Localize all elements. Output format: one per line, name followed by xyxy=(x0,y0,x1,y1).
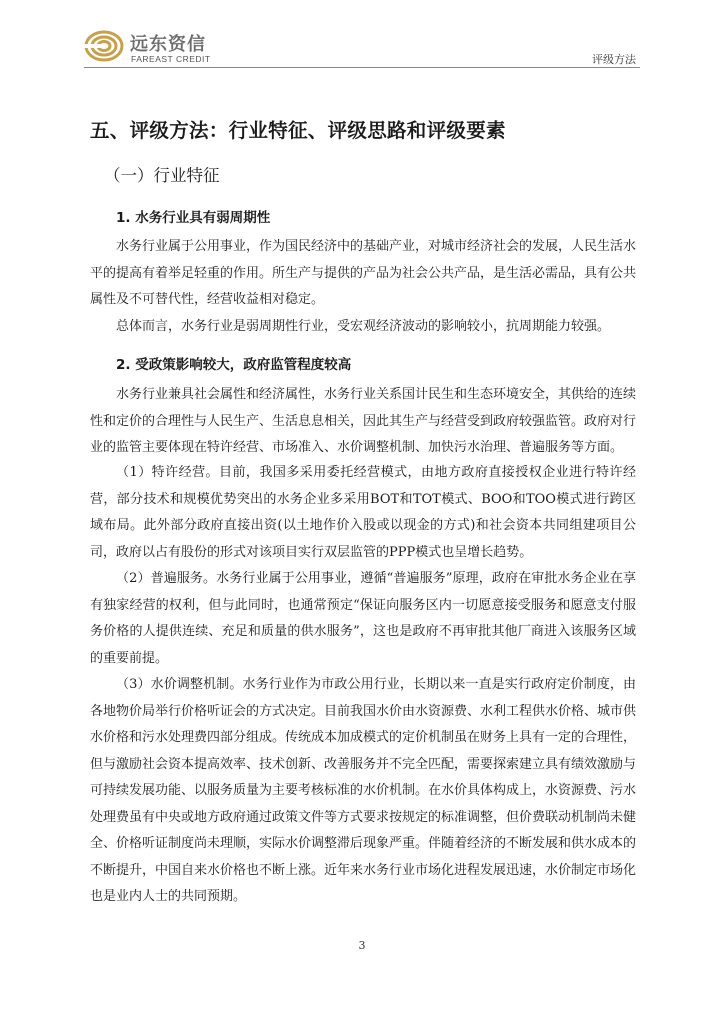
paragraph-water-price: （3）水价调整机制。水务行业作为市政公用行业，长期以来一直是实行政府定价制度，由各地物价局举行价格听证会的方式决定。目前我国水价由水资源费、水利工程供水价格、城市供水价格和污水处理费四部分组成。传统成本加成模式的定价机制虽在财务上具有一定的合理性，但与激励社会资本提高效率、技术创新、改善服务并不完全匹配，需要探索建立具有绩效激励与可持续发展功能、以服务质量为主要考核标准的水价机制。在水价具体构成上，水资源费、污水处理费虽有中央或地方政府通过政策文件等方式要求按规定的标准调整，但价费联动机制尚未健全、价格听证制度尚未理顺，实际水价调整滞后现象严重。伴随着经济的不断发展和供水成本的不断提升，中国自来水价格也不断上涨。近年来水务行业市场化进程发展迅速，水价制定市场化也是业内人士的共同预期。 xyxy=(90,677,637,904)
header-divider xyxy=(84,67,640,68)
paragraph-regulation-overview: 水务行业兼具社会属性和经济属性，水务行业关系国计民生和生态环境安全，其供给的连续性和定价的合理性与人民生产、生活息息相关，因此其生产与经营受到政府较强监管。政府对行业的监管主要体现在特许经营、市场准入、水价调整机制、加快污水治理、普遍服务等方面。 xyxy=(90,387,637,455)
logo-emblem-icon xyxy=(84,28,124,64)
paragraph-summary: 总体而言，水务行业是弱周期性行业，受宏观经济波动的影响较小，抗周期能力较强。 xyxy=(116,319,611,334)
page-header xyxy=(0,0,724,70)
page-title: 五、评级方法：行业特征、评级思路和评级要素 xyxy=(90,119,506,142)
heading-weak-cyclicality: 1. 水务行业具有弱周期性 xyxy=(116,210,271,226)
heading-policy-regulation: 2. 受政策影响较大，政府监管程度较高 xyxy=(116,357,352,373)
header-section-label: 评级方法 xyxy=(592,53,636,66)
document-body xyxy=(90,118,637,904)
subsection-heading: （一）行业特征 xyxy=(104,166,220,185)
page-number: 3 xyxy=(358,939,366,952)
logo-english-name: FAREAST CREDIT xyxy=(131,54,211,64)
paragraph-universal-service: （2）普遍服务。水务行业属于公用事业，遵循“普遍服务”原理，政府在审批水务企业在享有独家经营的权利，但与此同时，也通常预定“保证向服务区内一切愿意接受服务和愿意支付服务价格的人提供连续、充足和质量的供水服务”，这也是政府不再审批其他厂商进入该服务区域的重要前提。 xyxy=(90,571,636,666)
company-logo xyxy=(84,28,274,68)
paragraph-franchise: （1）特许经营。目前，我国多采用委托经营模式，由地方政府直接授权企业进行特许经营，部分技术和规模优势突出的水务企业多采用BOT和TOT模式、BOO和TOO模式进行跨区域布局。此外部分政府直接出资(以土地作价入股或以现金的方式)和社会资本共同组建项目公司，政府以占有股份的形式对该项目实行双层监管的PPP模式也呈增长趋势。 xyxy=(90,465,636,560)
paragraph-industry-nature: 水务行业属于公用事业，作为国民经济中的基础产业，对城市经济社会的发展，人民生活水平的提高有着举足轻重的作用。所生产与提供的产品为社会公共产品，是生活必需品，具有公共属性及不可替代性，经营收益相对稳定。 xyxy=(90,239,637,307)
logo-chinese-name: 远东资信 xyxy=(130,34,206,55)
